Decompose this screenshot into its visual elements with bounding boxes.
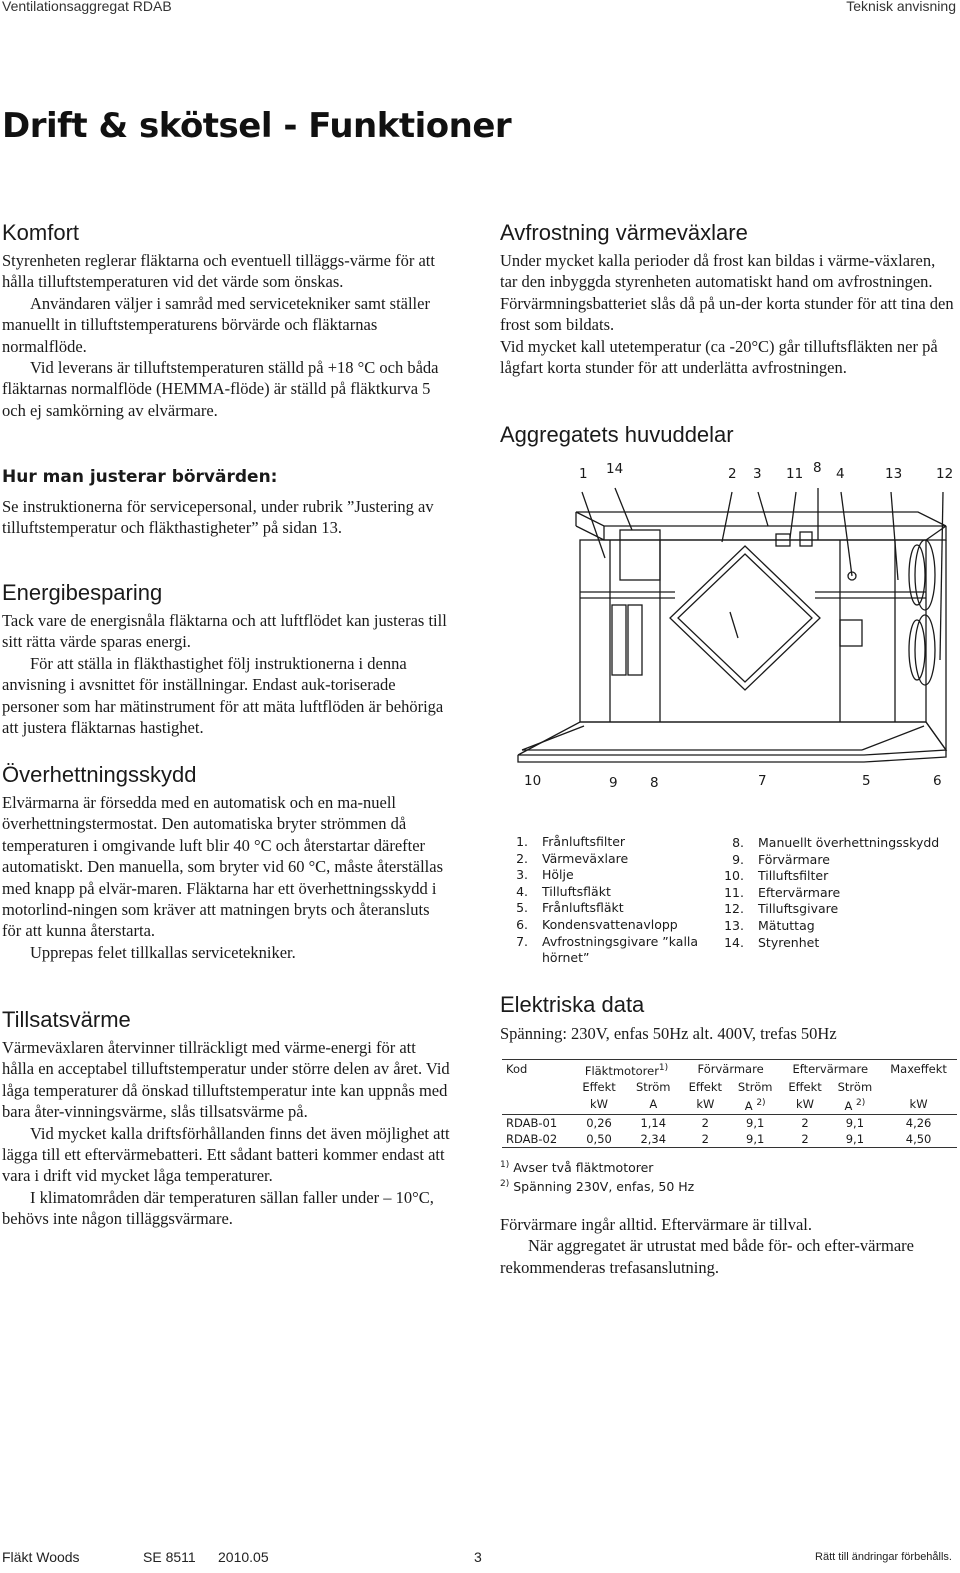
legend-num: 14. [724, 934, 744, 950]
footnote-1 [500, 1157, 694, 1176]
elektriska-p2: När aggregatet är utrustat med både för- och efter-värmare rekommenderas trefasanslutning. [500, 1236, 914, 1277]
page-title: Drift & skötsel - Funktioner [2, 106, 512, 146]
th-kod: Kod [502, 1060, 572, 1079]
elektriska-notes [500, 1214, 940, 1278]
legend-num: 12. [724, 901, 744, 917]
legend-num: 8. [732, 835, 744, 850]
cell-fv-e: 2 [681, 1131, 730, 1148]
th-flakt-sup: 1) [658, 1063, 669, 1073]
footnote-2-sup: 2) [500, 1179, 510, 1190]
footer-doc: SE 8511 [143, 1549, 196, 1565]
legend-text: Tilluftsgivare [758, 901, 839, 917]
footer-brand: Fläkt Woods [2, 1549, 80, 1565]
callout-3: 3 [753, 466, 762, 482]
avfrostning-p1: Under mycket kalla perioder då frost kan bildas i värme-växlaren, tar den inbyggda styrenheten automatiskt hand om avfrostningen. Förvärmningsbatteriet slås då på un-der korta stunder för att tina den frost som bildats. [500, 251, 954, 335]
overhettning-heading: Överhettningsskydd [2, 762, 197, 787]
legend-left [500, 834, 710, 967]
energi-p2: För att ställa in fläkthastighet följ instruktionerna i denna anvisning i avsnittet för inställningar. Endast auk-toriserade personer som har mätinstrument för att mäta luftflöden är behöriga att justera fläktarnas hastighet. [2, 653, 444, 738]
unit-a2-sup: 2) [856, 1097, 866, 1108]
callout-10: 10 [524, 773, 542, 789]
tillsats-heading: Tillsatsvärme [2, 1007, 131, 1032]
legend-num: 1. [516, 834, 528, 849]
th-flakt-label: Fläktmotorer [584, 1063, 659, 1078]
callout-8-bottom: 8 [650, 775, 659, 791]
tillsats-p2: Vid mycket kalla driftsförhållanden finns det även möjlighet att lägga till ett eftervärmebatteri. Ett sådant batteri kommer endast att vara i drift vid mycket låga temperaturer. [2, 1123, 450, 1186]
legend-num: 2. [516, 850, 528, 866]
leader-12 [940, 492, 943, 660]
unit-a2-label: A [744, 1098, 753, 1113]
housing-outline [580, 540, 926, 722]
unit-a: A [649, 1097, 658, 1112]
leader-2 [722, 492, 732, 542]
footnote-2-text: Spänning 230V, enfas, 50 Hz [513, 1179, 695, 1195]
th-effekt: Effekt [582, 1079, 616, 1094]
legend-text: Tilluftsfläkt [542, 883, 611, 899]
elektriska-heading: Elektriska data [500, 992, 645, 1017]
tillsats-p1: Värmeväxlaren återvinner tillräckligt med värme-energi för att hålla en acceptabel tilluftstemperatur under större delen av året. Vid låga temperaturer då önskad tilluftstemperatur inte kan uppnås med bara åter-vinningsvärme, slås tillsatsvärme på. [2, 1038, 450, 1122]
komfort-p1: Styrenheten reglerar fläktarna och eventuell tilläggs-värme för att hålla tilluftstemperaturen vid det värde som önskas. [2, 251, 435, 292]
th-maxeffekt: Maxeffekt [880, 1060, 957, 1079]
callout-2: 2 [728, 466, 737, 482]
avfrostning-p2: Vid mycket kall utetemperatur (ca -20°C) går tilluftsfläkten ner på lågfart korta stunder för att underlätta avfrostningen. [500, 336, 938, 378]
spanning-text: Spänning: 230V, enfas 50Hz alt. 400V, trefas 50Hz [500, 1024, 837, 1043]
legend-text: Avfrostningsgivare ”kalla hörnet” [542, 933, 699, 966]
legend-num: 10. [724, 868, 744, 884]
legend-text: Eftervärmare [758, 884, 841, 900]
cell-fv-s: 9,1 [730, 1131, 781, 1148]
callout-1: 1 [579, 466, 588, 482]
th-strom: Ström [737, 1079, 773, 1094]
section-komfort [2, 220, 452, 421]
table-row [502, 1131, 957, 1148]
th-strom: Ström [837, 1079, 873, 1094]
header-right: Teknisk anvisning [846, 0, 956, 14]
legend-text: Kondensvattenavlopp [542, 916, 678, 932]
unit-a2-label: A [844, 1098, 853, 1113]
footer-rights: Rätt till ändringar förbehålls. [815, 1551, 952, 1563]
callout-5: 5 [862, 773, 871, 789]
electrical-table [502, 1059, 957, 1148]
callout-14: 14 [606, 461, 624, 477]
section-overhettning [2, 762, 452, 963]
cell-ev-s: 9,1 [830, 1131, 881, 1148]
callout-12: 12 [936, 466, 954, 482]
unit-kw: kW [796, 1097, 815, 1112]
cell-fe: 0,50 [572, 1131, 626, 1148]
unit-diagram [500, 480, 958, 772]
legend-text: Frånluftsfläkt [542, 900, 624, 916]
legend-text: Frånluftsfilter [542, 834, 626, 849]
unit-a2 [830, 1095, 881, 1114]
justera-p1: Se instruktionerna för servicepersonal, under rubrik ”Justering av tilluftstemperatur och fläkthastigheter” på sidan 13. [2, 497, 434, 538]
section-avfrostning [500, 220, 955, 378]
unit-a2-sup: 2) [756, 1097, 766, 1108]
section-tillsats [2, 1007, 452, 1230]
legend-right [716, 835, 956, 951]
legend-text: Tilluftsfilter [758, 868, 829, 884]
th-forvarmare: Förvärmare [681, 1060, 781, 1079]
footnotes [500, 1157, 694, 1195]
avfrostning-heading: Avfrostning värmeväxlare [500, 220, 748, 245]
table-row [502, 1114, 957, 1131]
legend-num: 7. [516, 933, 528, 949]
footnote-2 [500, 1176, 694, 1195]
leader-14 [615, 488, 632, 530]
cell-ev-e: 2 [780, 1114, 829, 1131]
legend-num: 9. [732, 851, 744, 867]
th-strom: Ström [635, 1079, 671, 1094]
komfort-p3: Vid leverans är tilluftstemperaturen ställd på +18 °C och båda fläktarnas normalflöde (HEMMA-flöde) är ställd på fläktkurva 5 och ej samkörning av elvärmare. [2, 358, 439, 420]
callout-4: 4 [836, 466, 845, 482]
cell-max: 4,50 [880, 1131, 957, 1148]
justera-heading: Hur man justerar börvärden: [2, 467, 278, 487]
lid-top [576, 512, 946, 526]
th-effekt: Effekt [688, 1079, 723, 1094]
legend-num: 3. [516, 867, 528, 883]
legend-text: Hölje [542, 867, 574, 883]
huvuddelar-heading: Aggregatets huvuddelar [500, 422, 734, 447]
footnote-1-text: Avser två fläktmotorer [513, 1160, 654, 1176]
komfort-heading: Komfort [2, 220, 80, 245]
overhettning-p2: Upprepas felet tillkallas servicetekniker. [30, 942, 296, 962]
legend-num: 13. [724, 917, 744, 933]
legend-text: Manuellt överhettningsskydd [758, 835, 940, 850]
cell-kod: RDAB-02 [502, 1131, 572, 1148]
legend-text: Styrenhet [758, 934, 820, 950]
legend-text: Mätuttag [758, 917, 815, 933]
elektriska-p1: Förvärmare ingår alltid. Eftervärmare är tillval. [500, 1215, 812, 1234]
callout-11: 11 [786, 466, 804, 482]
leader-11 [790, 492, 796, 538]
unit-kw: kW [696, 1097, 715, 1112]
legend-num: 6. [516, 916, 528, 932]
tillsats-p3: I klimatområden där temperaturen sällan faller under – 10°C, behövs inte någon tilläggsvärmare. [2, 1187, 434, 1229]
callout-13: 13 [885, 466, 903, 482]
header-left: Ventilationsaggregat RDAB [2, 0, 172, 14]
unit-kw: kW [590, 1097, 609, 1112]
cell-max: 4,26 [880, 1114, 957, 1131]
cell-fv-e: 2 [681, 1114, 730, 1131]
heat-exchanger [670, 546, 820, 690]
energi-p1: Tack vare de energisnåla fläktarna och att luftflödet kan justeras till sitt rätta värde sparas energi. [2, 611, 447, 652]
leader-4 [841, 492, 852, 576]
leader-3 [758, 492, 768, 526]
th-eftervarmare: Eftervärmare [780, 1060, 880, 1079]
legend-num: 11. [724, 884, 744, 900]
footer-date: 2010.05 [218, 1549, 269, 1565]
cell-kod: RDAB-01 [502, 1114, 572, 1131]
footnote-1-sup: 1) [500, 1160, 510, 1170]
unit-kw: kW [909, 1097, 928, 1112]
cell-fe: 0,26 [572, 1114, 626, 1131]
th-effekt: Effekt [788, 1079, 822, 1094]
callout-8-top: 8 [813, 460, 822, 476]
komfort-p2: Användaren väljer i samråd med servicetekniker samt ställer manuellt in tilluftstemperaturens börvärde och fläktarnas normalflöde. [2, 293, 430, 356]
cell-fs: 1,14 [626, 1114, 681, 1131]
callout-6: 6 [933, 773, 942, 789]
cell-ev-s: 9,1 [830, 1114, 881, 1131]
callout-7: 7 [758, 773, 767, 789]
section-justera [2, 467, 452, 539]
cell-fs: 2,34 [626, 1131, 681, 1148]
cell-ev-e: 2 [780, 1131, 829, 1148]
overhettning-p1: Elvärmarna är försedda med en automatisk och en ma-nuell överhettningstermostat. Den automatiska bryter strömmen då temperaturen i omgivande luft blir 40 °C och återstartar därefter automatiskt. Den manuella, som bryter vid 60 °C, måste återställas med knapp på elvär-maren. Fläktarna har ett överhettningsskydd i motorlind-ningen som kräver att matningen bryts och återansluts för att kunna återstarta. [2, 793, 443, 941]
legend-text: Förvärmare [758, 851, 830, 867]
unit-a2 [730, 1095, 781, 1114]
legend-num: 4. [516, 883, 528, 899]
callout-9: 9 [609, 775, 618, 791]
legend-num: 5. [516, 900, 528, 916]
section-energi [2, 580, 452, 738]
footer-page: 3 [474, 1549, 482, 1565]
legend-text: Värmeväxlare [542, 850, 629, 866]
cell-fv-s: 9,1 [730, 1114, 781, 1131]
th-flakt [572, 1060, 680, 1079]
energi-heading: Energibesparing [2, 580, 163, 605]
